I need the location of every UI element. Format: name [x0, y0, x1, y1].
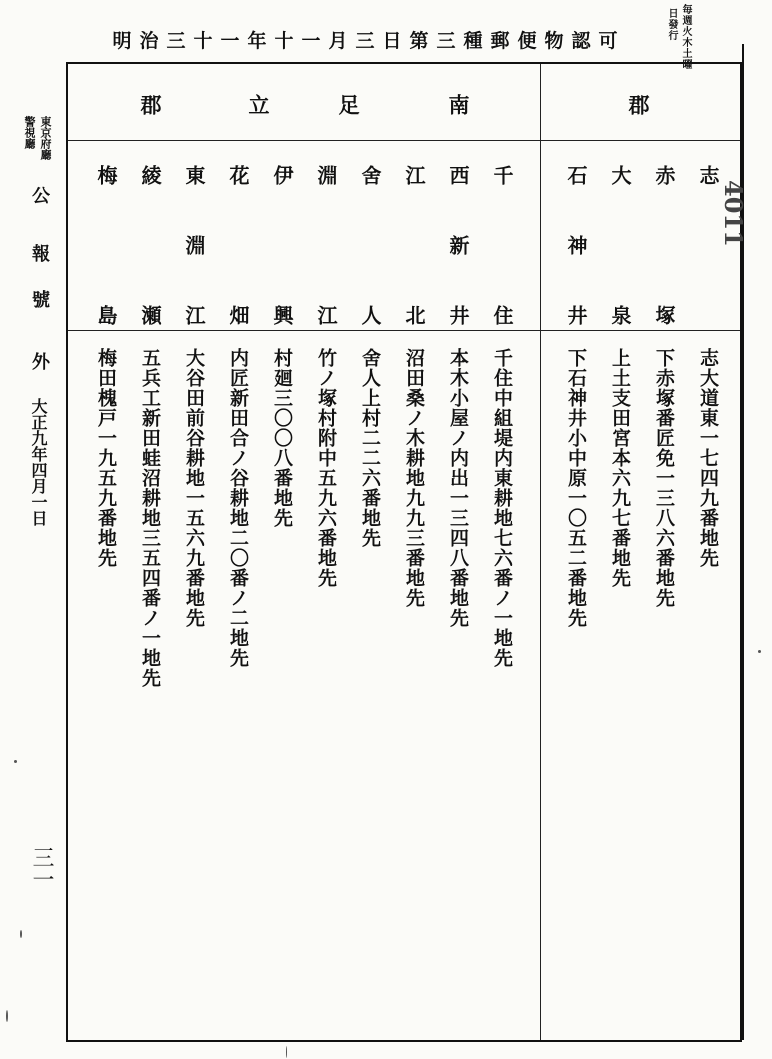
place-name: 淵江 [314, 165, 338, 325]
location-text: 千住中組堤内東耕地七六番ノ一地先 [491, 348, 513, 668]
publish-note-2: 日發行 [666, 8, 677, 41]
location-text: 内匠新田合ノ谷耕地二〇番ノ二地先 [227, 348, 249, 668]
location-text: 沼田桑ノ木耕地九九三番地先 [403, 348, 425, 608]
location-text: 五兵工新田蛙沼耕地三五四番ノ一地先 [139, 348, 161, 688]
page-number: 三一 [29, 846, 54, 890]
location-text: 大谷田前谷耕地一五六九番地先 [183, 348, 205, 628]
place-name: 志 [696, 165, 720, 185]
header-title: 明治三十一年十一月三日第三種郵便物認可 [112, 30, 626, 52]
issue-date: 大正九年四月一日 [29, 398, 48, 526]
speck [286, 1046, 287, 1058]
district-left-char-2: 足 [336, 94, 361, 115]
place-name: 梅島 [94, 165, 118, 325]
rule-district-divider [540, 64, 541, 1040]
place-name: 花畑 [226, 165, 250, 325]
location-text: 志大道東一七四九番地先 [697, 348, 719, 568]
issue-label: 號外 [29, 290, 50, 414]
location-text: 舍人上村二二六番地先 [359, 348, 381, 548]
location-text: 下石神井小中原一〇五二番地先 [565, 348, 587, 628]
place-name: 西新井 [446, 165, 470, 325]
location-text: 竹ノ塚村附中五九六番地先 [315, 348, 337, 588]
location-text: 村廻三〇〇八番地先 [271, 348, 293, 528]
district-left-char-3: 立 [246, 94, 271, 115]
district-right: 郡 [626, 94, 651, 115]
location-text: 下赤塚番匠免一三八六番地先 [653, 348, 675, 608]
location-text: 梅田槐戸一九五九番地先 [95, 348, 117, 568]
speck [6, 1010, 8, 1022]
place-name: 伊興 [270, 165, 294, 325]
location-text: 上土支田宮本六九七番地先 [609, 348, 631, 588]
rule-places [68, 330, 740, 331]
district-left-char-1: 南 [446, 94, 471, 115]
place-name: 石神井 [564, 165, 588, 325]
location-text: 本木小屋ノ内出一三四八番地先 [447, 348, 469, 628]
publish-note-1: 毎週火木土曜 [680, 4, 691, 70]
place-name: 東淵江 [182, 165, 206, 325]
place-name: 大泉 [608, 165, 632, 325]
place-name: 赤塚 [652, 165, 676, 325]
place-name: 千住 [490, 165, 514, 325]
place-name: 舍人 [358, 165, 382, 325]
gazette-title: 公報 [29, 186, 50, 302]
stamp-number: 4011 [719, 180, 748, 247]
speck [20, 930, 22, 938]
place-name: 綾瀬 [138, 165, 162, 325]
speck [14, 760, 17, 763]
publisher-line-2: 警視廳 [23, 116, 36, 149]
speck [758, 650, 761, 653]
rule-header [68, 140, 740, 141]
publisher-line-1: 東京府廳 [39, 116, 52, 160]
place-name: 江北 [402, 165, 426, 325]
district-left-char-4: 郡 [138, 94, 163, 115]
